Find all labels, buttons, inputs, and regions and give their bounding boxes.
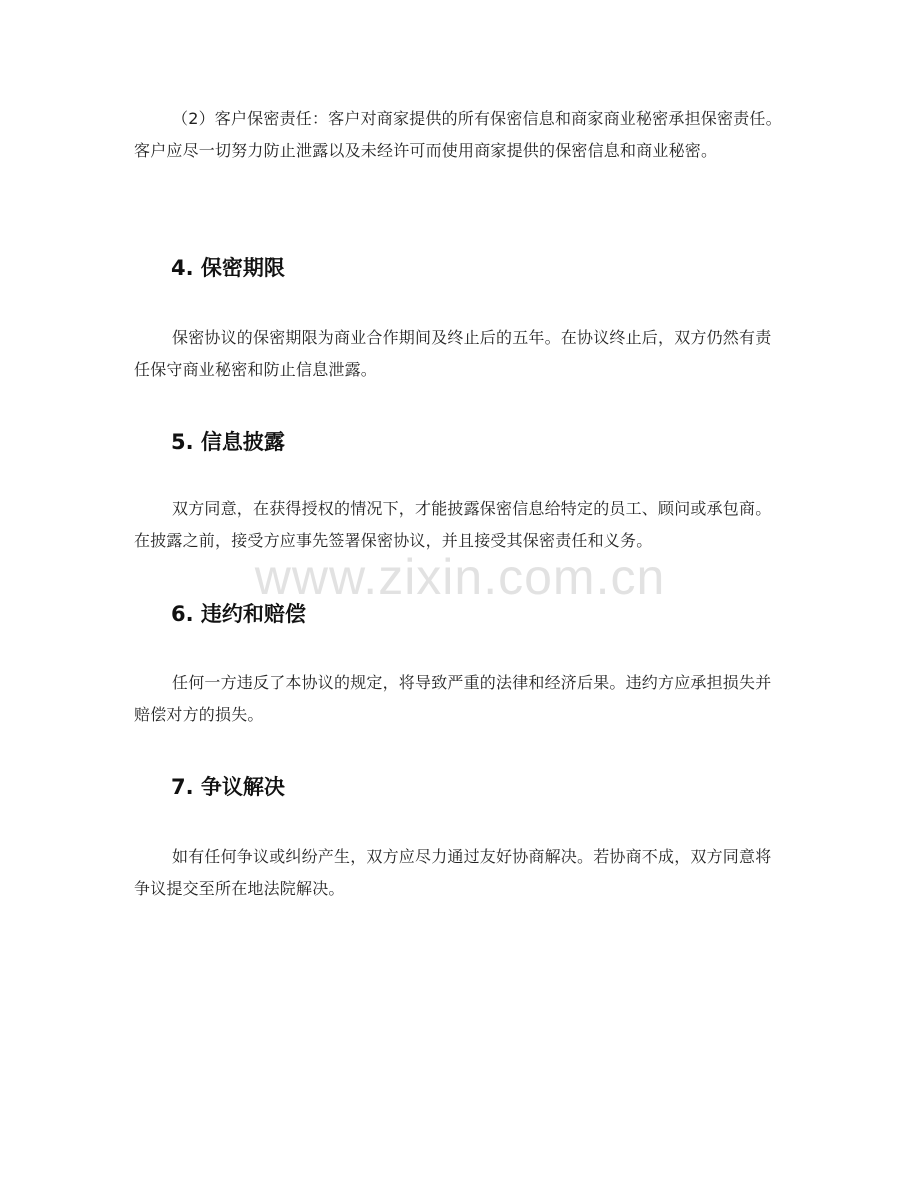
- section-6-heading: 6. 违约和赔偿: [171, 602, 306, 626]
- section-7-heading: 7. 争议解决: [171, 775, 285, 799]
- section-5-heading: 5. 信息披露: [171, 430, 285, 454]
- section-4-heading: 4. 保密期限: [171, 256, 285, 280]
- section-4-body: 保密协议的保密期限为商业合作期间及终止后的五年。在协议终止后，双方仍然有责任保守商业秘密和防止信息泄露。: [134, 328, 772, 379]
- section-7-body: 如有任何争议或纠纷产生，双方应尽力通过友好协商解决。若协商不成，双方同意将争议提交至所在地法院解决。: [134, 847, 772, 898]
- section-5-body: 双方同意，在获得授权的情况下，才能披露保密信息给特定的员工、顾问或承包商。在披露之前，接受方应事先签署保密协议，并且接受其保密责任和义务。: [134, 499, 772, 550]
- clause-2-paragraph: （2）客户保密责任：客户对商家提供的所有保密信息和商家商业秘密承担保密责任。客户应尽一切努力防止泄露以及未经许可而使用商家提供的保密信息和商业秘密。: [134, 109, 782, 160]
- section-6-body: 任何一方违反了本协议的规定，将导致严重的法律和经济后果。违约方应承担损失并赔偿对方的损失。: [134, 673, 772, 724]
- watermark: www.zixin.com.cn: [254, 549, 666, 605]
